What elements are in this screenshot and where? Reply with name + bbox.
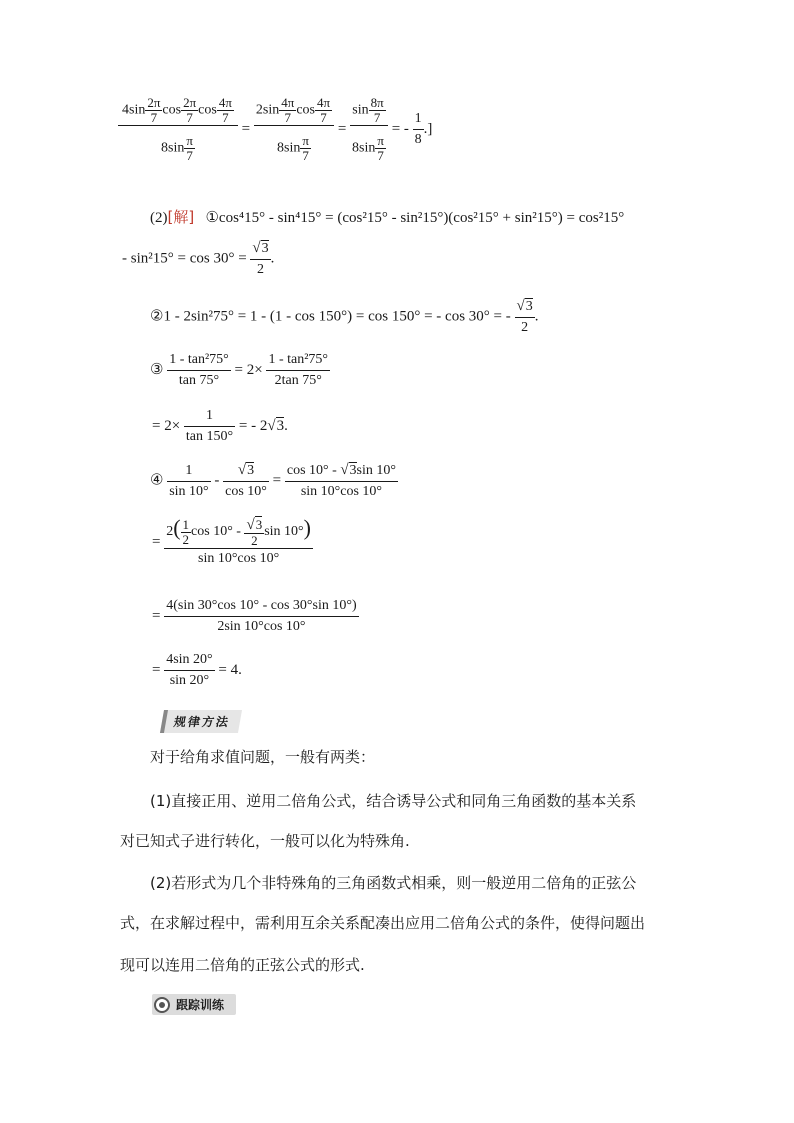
text: 4π — [218, 95, 232, 110]
text: 1 — [182, 516, 190, 532]
text: π — [377, 133, 384, 148]
text: sin 10° — [167, 481, 210, 502]
equation-text: 1 - 2sin²75° = 1 - (1 - cos 150°) = cos 150° = - cos 30° = - — [163, 308, 511, 325]
text: = — [152, 661, 161, 678]
text: . — [284, 417, 288, 434]
fraction-3 — [350, 96, 388, 163]
text: 7 — [217, 110, 234, 125]
item-4-step3 — [152, 596, 359, 637]
item-3 — [150, 350, 330, 391]
training-badge — [152, 994, 236, 1015]
text: = - 2 — [238, 417, 268, 434]
text: 1 — [206, 408, 214, 423]
text: cos — [296, 102, 315, 118]
text: sin 10° — [356, 463, 396, 478]
text: cos — [162, 102, 182, 118]
text: = 2× — [152, 417, 181, 434]
equals: = — [337, 120, 347, 137]
text: 4sin — [122, 102, 146, 118]
text: 3 — [261, 241, 269, 256]
text: 4π — [316, 95, 331, 110]
text: 1 — [414, 111, 422, 126]
text: sin 10° — [264, 524, 304, 540]
text: 8sin — [277, 140, 301, 156]
text: 3 — [276, 417, 285, 434]
item-4: ④ $\frac{1}{\sin 10^\circ}$ - $\frac{√3}{\cos 10^\circ}$ = $\frac{\cos 10^\circ - √3\sin 10^\circ}{\sin 10^\circ\cos 10^\circ}$ — [150, 460, 398, 502]
text: sin 10°cos 10° — [164, 548, 313, 569]
text: 4sin 20° — [166, 652, 213, 667]
text: = — [152, 533, 161, 550]
text: 1 - tan²75° — [169, 352, 229, 367]
fraction-2 — [254, 96, 334, 163]
text: cos 10° - — [191, 524, 245, 540]
text: 7 — [279, 110, 296, 125]
text: 2 — [182, 531, 190, 547]
method-badge-label: 规律方法 — [160, 710, 242, 733]
text: 7 — [300, 148, 311, 163]
text: .] — [423, 120, 433, 137]
text: π — [302, 133, 309, 148]
method-p1-line1: (1)直接正用、逆用二倍角公式，结合诱导公式和同角三角函数的基本关系 — [150, 792, 637, 810]
text: 7 — [369, 110, 386, 125]
text: 8sin — [352, 140, 376, 156]
text: 1 — [185, 462, 193, 478]
text: 8 — [413, 129, 424, 150]
method-p2-line3: 现可以连用二倍角的正弦公式的形式. — [120, 956, 365, 974]
text: = — [272, 472, 282, 489]
fraction-1 — [118, 96, 238, 163]
item-3-cont: = 2× $\frac{1}{\tan 150^\circ}$ = - 2√3. — [152, 406, 288, 447]
item-marker: ④ — [150, 472, 164, 489]
method-badge — [162, 710, 240, 733]
equals-minus: = - — [391, 120, 409, 137]
text: 7 — [145, 110, 162, 125]
text: = 2× — [234, 361, 263, 378]
part2-line2: - sin²15° = cos 30° = $\frac{√3}{2}$ . — [122, 238, 274, 280]
text: = 4. — [218, 661, 242, 678]
item-4-step4 — [152, 650, 242, 691]
text: 7 — [375, 148, 386, 163]
method-p2-line1: (2)若形式为几个非特殊角的三角函数式相乘，则一般逆用二倍角的正弦公 — [150, 874, 637, 892]
text: 2 — [166, 524, 174, 540]
text: 3 — [349, 463, 357, 478]
text: sin 10°cos 10° — [285, 481, 398, 502]
text: 4(sin 30°cos 10° - cos 30°sin 10°) — [166, 598, 357, 613]
text: 2 — [250, 259, 270, 280]
text: . — [534, 308, 539, 325]
text: 4π — [281, 95, 295, 110]
equation-text: cos⁴15° - sin⁴15° = (cos²15° - sin²15°)(cos²15° + sin²15°) = cos²15° — [218, 210, 625, 226]
equals: = — [241, 120, 251, 137]
result-fraction — [413, 109, 424, 150]
text: 3 — [525, 299, 533, 314]
item-marker: ① — [205, 210, 219, 226]
text: - — [214, 472, 220, 489]
text: sin 20° — [164, 670, 214, 691]
item-4-step2: = 2( $\frac{1}{2}$ cos 10° - $\frac{√3}{2}$ sin 10°) sin 10°cos 10° — [152, 516, 313, 569]
text: 8π — [370, 95, 384, 110]
method-p1-line2: 对已知式子进行转化，一般可以化为特殊角. — [120, 832, 410, 850]
text: tan 150° — [184, 426, 235, 447]
text: 7 — [315, 110, 332, 125]
text: 2π — [147, 95, 161, 110]
text: 2tan 75° — [266, 370, 330, 391]
text: 2sin — [255, 102, 280, 118]
text: 2 — [515, 317, 535, 338]
text: 7 — [181, 110, 198, 125]
text: sin — [352, 102, 369, 118]
part-label: (2) — [150, 210, 168, 226]
text: 1 - tan²75° — [268, 352, 328, 367]
text: 7 — [184, 148, 195, 163]
item-2: ②1 - 2sin²75° = 1 - (1 - cos 150°) = cos 150° = - cos 30° = - $\frac{√3}{2}$ . — [150, 296, 538, 338]
text: cos 10° - — [286, 463, 341, 478]
target-icon — [154, 997, 170, 1013]
item-marker: ② — [150, 308, 164, 325]
text: 8sin — [161, 140, 185, 156]
text: 3 — [247, 463, 255, 478]
equation-text: - sin²15° = cos 30° = — [122, 250, 247, 267]
method-p2-line2: 式，在求解过程中，需利用互余关系配凑出应用二倍角公式的条件，使得问题出 — [120, 914, 646, 932]
text: . — [270, 250, 275, 267]
part2-line1 — [150, 206, 624, 227]
top-equation — [118, 96, 432, 163]
text: cos — [198, 102, 217, 118]
text: 3 — [255, 517, 263, 532]
text: tan 75° — [167, 370, 231, 391]
solution-tag: [解] — [167, 208, 195, 226]
text: 2 — [244, 533, 264, 548]
text: 2π — [183, 95, 197, 110]
item-marker: ③ — [150, 361, 164, 378]
text: cos 10° — [223, 481, 269, 502]
method-intro: 对于给角求值问题，一般有两类： — [150, 748, 376, 766]
training-badge-label: 跟踪训练 — [176, 998, 225, 1012]
text: 2sin 10°cos 10° — [164, 616, 358, 637]
text: π — [186, 133, 193, 148]
text: = — [152, 607, 161, 624]
